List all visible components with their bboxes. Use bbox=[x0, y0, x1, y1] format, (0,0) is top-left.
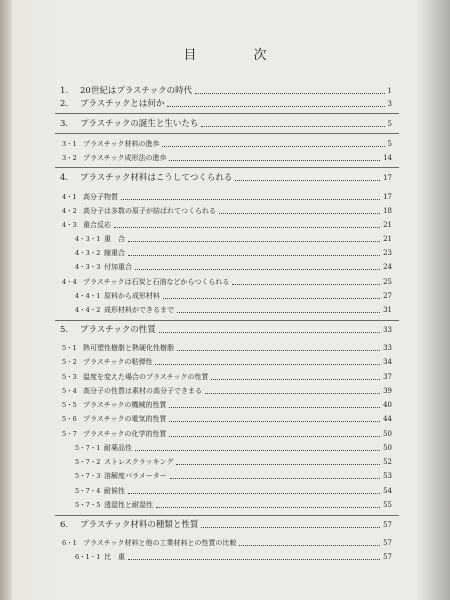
toc-entry-title: 比 重 bbox=[104, 553, 125, 561]
toc-leader-dots bbox=[135, 269, 380, 270]
toc-entry-page-number: 18 bbox=[383, 207, 392, 215]
toc-entry-page-number: 52 bbox=[383, 458, 392, 466]
toc-entry[interactable] bbox=[0, 289, 450, 303]
section-divider bbox=[55, 113, 399, 114]
toc-entry-page-number: 25 bbox=[383, 278, 392, 286]
section-divider bbox=[55, 167, 399, 168]
toc-entry-number: 5・7 bbox=[62, 430, 77, 438]
toc-entry-title: 溶解度パラメーター bbox=[104, 472, 167, 480]
toc-entry-page-number: 14 bbox=[383, 154, 392, 162]
toc-entry-number: 4・4 bbox=[62, 278, 77, 286]
toc-entry-title: 熱可塑性樹脂と熱硬化性樹脂 bbox=[83, 344, 174, 352]
toc-entry-page-number: 50 bbox=[383, 430, 392, 438]
toc-entry-page-number: 40 bbox=[383, 401, 392, 409]
toc-entry-number: 4・4・2 bbox=[75, 306, 101, 314]
toc-entry[interactable] bbox=[0, 498, 450, 512]
toc-entry-title: プラスチック材料はこうしてつくられる bbox=[80, 173, 233, 183]
toc-entry-page-number: 57 bbox=[383, 521, 392, 529]
toc-entry[interactable] bbox=[0, 341, 450, 355]
toc-entry[interactable] bbox=[0, 117, 450, 131]
toc-entry-number: 3. bbox=[60, 119, 69, 129]
toc-leader-dots bbox=[205, 393, 380, 394]
toc-entry-page-number: 34 bbox=[383, 358, 392, 366]
toc-entry-title: 重 合 bbox=[104, 235, 125, 243]
toc-leader-dots bbox=[155, 364, 380, 365]
toc-entry-number: 5・1 bbox=[62, 344, 77, 352]
toc-leader-dots bbox=[232, 284, 380, 285]
toc-entry-number: 5・7・5 bbox=[75, 501, 101, 509]
toc-entry-number: 6. bbox=[60, 520, 69, 530]
toc-entry[interactable] bbox=[0, 171, 450, 185]
toc-entry-number: 5・7・2 bbox=[75, 458, 101, 466]
toc-leader-dots bbox=[128, 493, 380, 494]
section-divider bbox=[55, 515, 399, 516]
toc-leader-dots bbox=[156, 507, 380, 508]
toc-entry-number: 5・4 bbox=[62, 387, 77, 395]
toc-entry-page-number: 17 bbox=[383, 174, 392, 182]
toc-entry-page-number: 21 bbox=[383, 235, 392, 243]
toc-entry[interactable] bbox=[0, 218, 450, 232]
toc-entry-title: 20世紀はプラスチックの時代 bbox=[80, 86, 193, 96]
toc-entry-page-number: 55 bbox=[383, 501, 392, 509]
toc-entry[interactable] bbox=[0, 484, 450, 498]
toc-entry-number: 4・3・2 bbox=[75, 249, 101, 257]
toc-entry-page-number: 50 bbox=[383, 444, 392, 452]
toc-entry[interactable] bbox=[0, 84, 450, 98]
toc-entry[interactable] bbox=[0, 260, 450, 274]
toc-entry-page-number: 24 bbox=[383, 263, 392, 271]
toc-entry-title: 温度を変えた場合のプラスチックの性質 bbox=[83, 373, 209, 381]
toc-entry-page-number: 57 bbox=[383, 553, 392, 561]
toc-entry[interactable] bbox=[0, 412, 450, 426]
toc-entry[interactable] bbox=[0, 246, 450, 260]
toc-entry-page-number: 1 bbox=[387, 87, 392, 95]
toc-entry[interactable] bbox=[0, 204, 450, 218]
toc-entry-title: プラスチックの誕生と生いたち bbox=[80, 119, 199, 129]
toc-entry[interactable] bbox=[0, 303, 450, 317]
toc-entry-number: 2. bbox=[60, 99, 69, 109]
toc-leader-dots bbox=[128, 559, 380, 560]
toc-entry-page-number: 39 bbox=[383, 387, 392, 395]
toc-entry-title: 高分子物質 bbox=[83, 193, 118, 201]
toc-entry-page-number: 23 bbox=[383, 249, 392, 257]
toc-entry-number: 5・6 bbox=[62, 415, 77, 423]
toc-entry-number: 5・7・1 bbox=[75, 444, 101, 452]
toc-entry-page-number: 5 bbox=[387, 140, 392, 148]
toc-entry-number: 5・7・4 bbox=[75, 487, 101, 495]
toc-entry[interactable] bbox=[0, 355, 450, 369]
toc-entry-title: 高分子は多数の原子が結ばれてつくられる bbox=[83, 207, 216, 215]
toc-entry[interactable] bbox=[0, 323, 450, 337]
toc-entry-title: 耐候性 bbox=[104, 487, 125, 495]
toc-entry-title: プラスチック材料の進歩 bbox=[83, 140, 160, 148]
toc-leader-dots bbox=[121, 199, 380, 200]
toc-entry[interactable] bbox=[0, 370, 450, 384]
toc-entry[interactable] bbox=[0, 275, 450, 289]
toc-entry[interactable] bbox=[0, 536, 450, 550]
toc-entry-title: 透湿性と耐湿性 bbox=[104, 501, 153, 509]
toc-entry-page-number: 21 bbox=[383, 221, 392, 229]
toc-leader-dots bbox=[219, 213, 380, 214]
toc-entry[interactable] bbox=[0, 137, 450, 151]
toc-entry-title: プラスチック材料の種類と性質 bbox=[80, 520, 199, 530]
toc-leader-dots bbox=[169, 407, 380, 408]
toc-entry-page-number: 17 bbox=[383, 193, 392, 201]
toc-entry[interactable] bbox=[0, 441, 450, 455]
toc-leader-dots bbox=[177, 312, 380, 313]
toc-entry[interactable] bbox=[0, 469, 450, 483]
page-title: 目 次 bbox=[183, 48, 289, 63]
toc-entry[interactable] bbox=[0, 190, 450, 204]
toc-entry[interactable] bbox=[0, 97, 450, 111]
toc-entry-number: 6・1 bbox=[62, 539, 77, 547]
toc-entry[interactable] bbox=[0, 550, 450, 564]
toc-entry-number: 1. bbox=[60, 86, 69, 96]
toc-entry[interactable] bbox=[0, 455, 450, 469]
toc-entry-number: 4・4・1 bbox=[75, 292, 101, 300]
section-divider bbox=[55, 320, 399, 321]
toc-entry-title: プラスチックの電気的性質 bbox=[83, 415, 167, 423]
toc-entry-number: 4・2 bbox=[62, 207, 77, 215]
toc-leader-dots bbox=[169, 160, 380, 161]
toc-leader-dots bbox=[239, 545, 380, 546]
toc-entry-page-number: 57 bbox=[383, 539, 392, 547]
toc-entry-page-number: 31 bbox=[383, 306, 392, 314]
toc-entry[interactable] bbox=[0, 518, 450, 532]
toc-leader-dots bbox=[135, 450, 380, 451]
toc-leader-dots bbox=[169, 421, 380, 422]
toc-entry-number: 4・3・3 bbox=[75, 263, 101, 271]
toc-entry-page-number: 33 bbox=[383, 344, 392, 352]
toc-entry-number: 4. bbox=[60, 173, 69, 183]
toc-leader-dots bbox=[159, 332, 380, 333]
toc-entry-title: プラスチックは石炭と石油などからつくられる bbox=[83, 278, 230, 286]
toc-leader-dots bbox=[201, 126, 385, 127]
toc-entry-number: 6・1・1 bbox=[75, 553, 101, 561]
toc-entry-page-number: 27 bbox=[383, 292, 392, 300]
toc-entry-title: プラスチックの機械的性質 bbox=[83, 401, 167, 409]
toc-leader-dots bbox=[128, 255, 380, 256]
toc-entry-number: 3・1 bbox=[62, 140, 77, 148]
toc-entry[interactable] bbox=[0, 384, 450, 398]
toc-entry-page-number: 37 bbox=[383, 373, 392, 381]
section-divider bbox=[55, 133, 399, 134]
toc-entry-number: 4・1 bbox=[62, 193, 77, 201]
toc-entry-title: プラスチック材料と他の工業材料との性質の比較 bbox=[83, 539, 237, 547]
toc-entry[interactable] bbox=[0, 151, 450, 165]
toc-leader-dots bbox=[114, 227, 380, 228]
toc-entry-page-number: 33 bbox=[383, 326, 392, 334]
toc-leader-dots bbox=[169, 436, 380, 437]
toc-entry-title: プラスチックの化学的性質 bbox=[83, 430, 167, 438]
toc-entry-title: 付加重合 bbox=[104, 263, 132, 271]
toc-entry-title: 原料から成形材料 bbox=[104, 292, 160, 300]
toc-entry-title: プラスチックの粘弾性 bbox=[83, 358, 153, 366]
toc-entry-title: 縮重合 bbox=[104, 249, 125, 257]
toc-leader-dots bbox=[170, 478, 380, 479]
toc-entry-number: 5. bbox=[60, 325, 69, 335]
toc-entry-title: 高分子の性質は素材の高分子できまる bbox=[83, 387, 202, 395]
toc-entry-number: 5・5 bbox=[62, 401, 77, 409]
toc-entry-number: 4・3 bbox=[62, 221, 77, 229]
toc-entry-number: 3・2 bbox=[62, 154, 77, 162]
toc-leader-dots bbox=[163, 298, 380, 299]
toc-entry-title: プラスチックとは何か bbox=[80, 99, 165, 109]
toc-leader-dots bbox=[167, 106, 385, 107]
toc-entry-title: 耐薬品性 bbox=[104, 444, 132, 452]
toc-entry-number: 4・3・1 bbox=[75, 235, 101, 243]
toc-leader-dots bbox=[211, 379, 380, 380]
toc-entry-page-number: 53 bbox=[383, 472, 392, 480]
toc-leader-dots bbox=[177, 350, 380, 351]
toc-entry-title: ストレスクラッキング bbox=[104, 458, 174, 466]
toc-leader-dots bbox=[201, 527, 380, 528]
toc-leader-dots bbox=[128, 241, 380, 242]
toc-entry-title: プラスチック成形法の進歩 bbox=[83, 154, 167, 162]
toc-entry[interactable] bbox=[0, 427, 450, 441]
toc-leader-dots bbox=[235, 180, 380, 181]
toc-entry-title: プラスチックの性質 bbox=[80, 325, 156, 335]
toc-leader-dots bbox=[195, 93, 385, 94]
toc-entry-title: 重合反応 bbox=[83, 221, 111, 229]
toc-entry-number: 5・2 bbox=[62, 358, 77, 366]
toc-entry-page-number: 5 bbox=[387, 120, 392, 128]
toc-entry-number: 5・3 bbox=[62, 373, 77, 381]
toc-leader-dots bbox=[162, 146, 385, 147]
toc-leader-dots bbox=[176, 464, 380, 465]
toc-entry[interactable] bbox=[0, 232, 450, 246]
toc-entry-title: 成形材料ができるまで bbox=[104, 306, 174, 314]
toc-entry-page-number: 3 bbox=[387, 100, 392, 108]
toc-entry[interactable] bbox=[0, 398, 450, 412]
toc-entry-page-number: 44 bbox=[383, 415, 392, 423]
toc-entry-page-number: 54 bbox=[383, 487, 392, 495]
toc-entry-number: 5・7・3 bbox=[75, 472, 101, 480]
